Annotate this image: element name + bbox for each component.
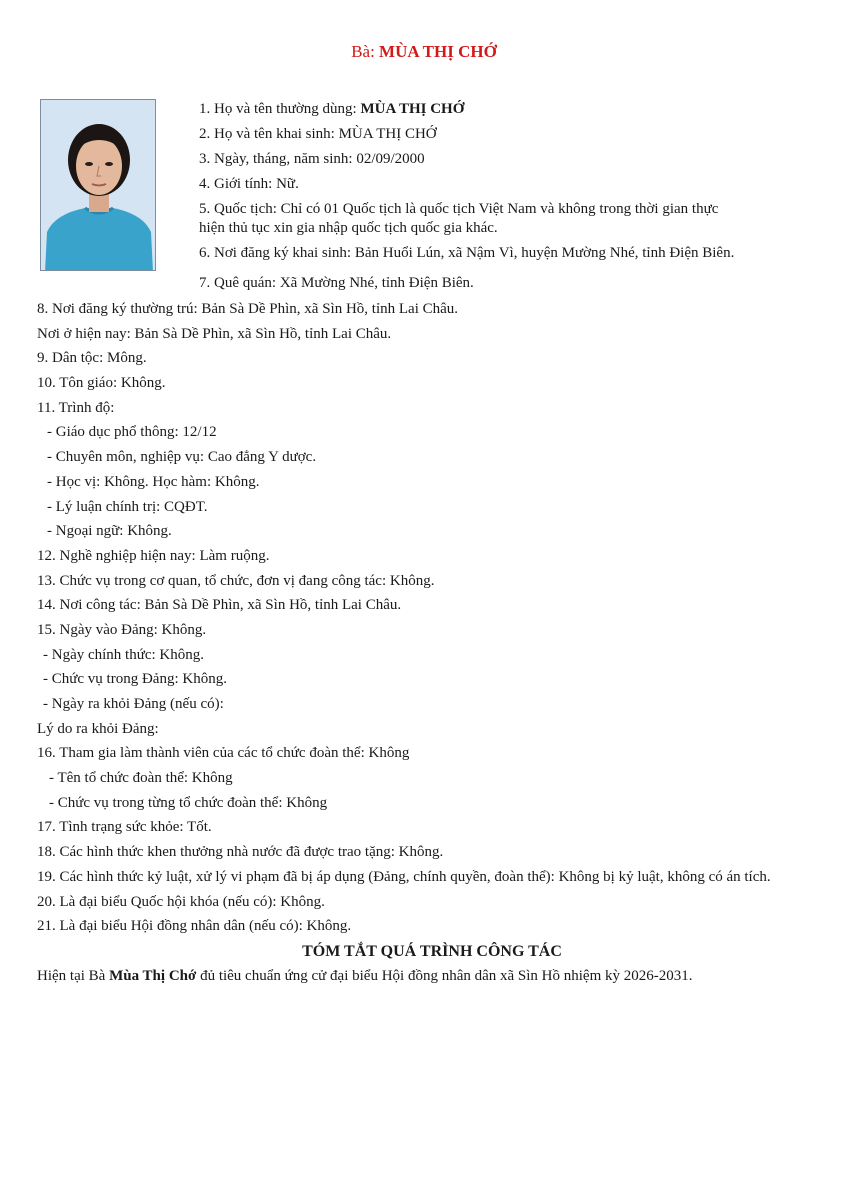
line-16-org-position: - Chức vụ trong từng tổ chức đoàn thể: Không	[49, 794, 328, 811]
info-line-7: 7. Quê quán: Xã Mường Nhé, tỉnh Điện Biên.	[199, 275, 474, 291]
line-17: 17. Tình trạng sức khỏe: Tốt.	[37, 819, 212, 836]
line-11-general-education: - Giáo dục phổ thông: 12/12	[47, 424, 217, 441]
personal-info-main	[37, 299, 827, 990]
info-label-1: 1. Họ và tên thường dùng:	[199, 101, 361, 117]
line-15-leave-reason: Lý do ra khỏi Đảng:	[37, 720, 159, 737]
line-8: 8. Nơi đăng ký thường trú: Bản Sà Dề Phìn, xã Sìn Hồ, tỉnh Lai Châu.	[37, 301, 459, 317]
line-10: 10. Tôn giáo: Không.	[37, 375, 166, 392]
summary-heading: TÓM TẮT QUÁ TRÌNH CÔNG TÁC	[302, 942, 562, 960]
portrait-photo	[40, 99, 156, 271]
info-line-5b: hiện thủ tục xin gia nhập quốc tịch quốc gia khác.	[199, 220, 498, 236]
document-title	[0, 42, 848, 62]
line-19: 19. Các hình thức kỷ luật, xử lý vi phạm đã bị áp dụng (Đảng, chính quyền, đoàn thể): Không bị kỷ luật, không có án tích.	[37, 868, 771, 885]
common-name: MÙA THỊ CHỚ	[360, 101, 465, 117]
info-line-1	[199, 100, 809, 119]
title-prefix: Bà:	[351, 42, 380, 61]
line-11-political-theory: - Lý luận chính trị: CQĐT.	[47, 498, 208, 515]
line-14: 14. Nơi công tác: Bản Sà Dề Phìn, xã Sìn Hồ, tỉnh Lai Châu.	[37, 597, 402, 614]
line-12: 12. Nghề nghiệp hiện nay: Làm ruộng.	[37, 547, 270, 564]
line-16-org-name: - Tên tổ chức đoàn thể: Không	[49, 770, 233, 787]
line-11-degree: - Học vị: Không. Học hàm: Không.	[47, 473, 260, 490]
info-line-3: 3. Ngày, tháng, năm sinh: 02/09/2000	[199, 151, 425, 167]
title-name: MÙA THỊ CHỚ	[379, 42, 497, 61]
line-20: 20. Là đại biểu Quốc hội khóa (nếu có): Không.	[37, 893, 325, 910]
line-13: 13. Chức vụ trong cơ quan, tổ chức, đơn vị đang công tác: Không.	[37, 572, 435, 589]
line-11-specialty: - Chuyên môn, nghiệp vụ: Cao đẳng Y dược.	[47, 449, 317, 466]
line-9: 9. Dân tộc: Mông.	[37, 350, 147, 367]
line-15-official-date: - Ngày chính thức: Không.	[43, 646, 205, 663]
personal-info-top	[199, 100, 809, 293]
line-15: 15. Ngày vào Đảng: Không.	[37, 621, 207, 638]
line-15-leave-date: - Ngày ra khỏi Đảng (nếu có):	[43, 696, 224, 712]
portrait-image	[41, 100, 156, 271]
info-line-6: 6. Nơi đăng ký khai sinh: Bản Huổi Lún, xã Nậm Vì, huyện Mường Nhé, tỉnh Điện Biên.	[199, 245, 735, 261]
info-line-5a: 5. Quốc tịch: Chỉ có 01 Quốc tịch là quốc tịch Việt Nam và không trong thời gian thực	[199, 201, 719, 217]
line-11: 11. Trình độ:	[37, 399, 115, 416]
line-11-foreign-language: - Ngoại ngữ: Không.	[47, 523, 172, 540]
summary-name: Mùa Thị Chớ	[109, 967, 197, 984]
summary-text-before: Hiện tại Bà	[37, 967, 110, 984]
line-18: 18. Các hình thức khen thưởng nhà nước đã được trao tặng: Không.	[37, 844, 444, 861]
line-21: 21. Là đại biểu Hội đồng nhân dân (nếu có): Không.	[37, 918, 352, 935]
summary-text	[37, 966, 827, 991]
line-15-party-position: - Chức vụ trong Đảng: Không.	[43, 671, 227, 688]
info-line-2: 2. Họ và tên khai sinh: MÙA THỊ CHỚ	[199, 126, 437, 142]
line-16: 16. Tham gia làm thành viên của các tổ chức đoàn thể: Không	[37, 745, 410, 762]
info-line-4: 4. Giới tính: Nữ.	[199, 176, 299, 192]
line-current-address: Nơi ở hiện nay: Bản Sà Dề Phìn, xã Sìn Hồ, tỉnh Lai Châu.	[37, 325, 392, 342]
summary-text-after: đủ tiêu chuẩn ứng cử đại biểu Hội đồng nhân dân xã Sìn Hồ nhiệm kỳ 2026-2031.	[196, 967, 693, 984]
